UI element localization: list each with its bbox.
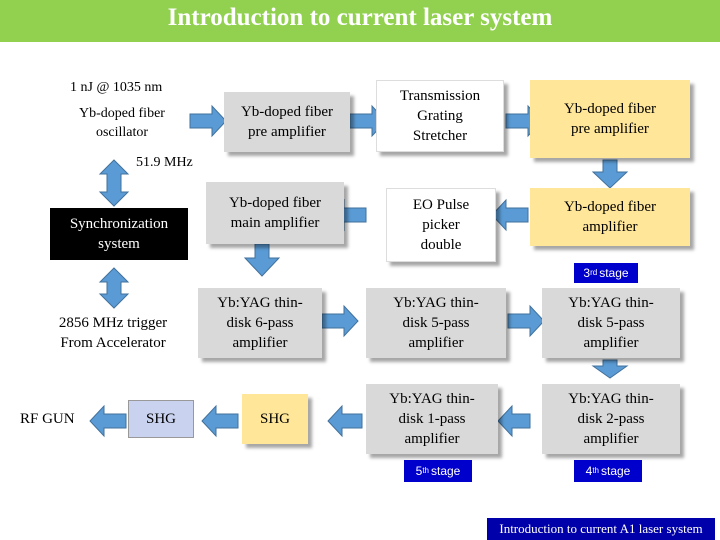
disk1-box: Yb:YAG thin- disk 1-pass amplifier — [366, 384, 498, 454]
sync-box: Synchronization system — [50, 208, 188, 260]
arrow-shg-to-shg — [202, 406, 238, 436]
fiberamp-box: Yb-doped fiber amplifier — [530, 188, 690, 246]
shg1-box: SHG — [128, 400, 194, 438]
disk5a-box: Yb:YAG thin- disk 5-pass amplifier — [366, 288, 506, 358]
arrow-shg-to-rfgun — [90, 406, 126, 436]
arrow-sync-trigger-bidirectional — [100, 268, 128, 308]
preamp1-box: Yb-doped fiber pre amplifier — [224, 92, 350, 152]
eo-picker-box: EO Pulse picker double — [386, 188, 496, 262]
arrow-disk1-to-shg — [328, 406, 362, 436]
shg2-box: SHG — [242, 394, 308, 444]
stage-3rd-label: 3 $^{rd}$ stage — [574, 263, 638, 283]
arrow-mainamp-down — [245, 244, 279, 276]
arrow-disk2-to-disk1 — [498, 406, 530, 436]
footer-label: Introduction to current A1 laser system — [487, 518, 715, 540]
stage-4th-label: 4 $^{th}$ stage — [574, 460, 642, 482]
arrow-osc-to-preamp — [190, 106, 226, 136]
stage-5th-label: 5 $^{th}$ stage — [404, 460, 472, 482]
arrow-osc-sync-bidirectional — [100, 160, 128, 206]
energy-label: 1 nJ @ 1035 nm — [70, 80, 163, 95]
arrow-disk5b-down — [593, 360, 627, 378]
disk2-box: Yb:YAG thin- disk 2-pass amplifier — [542, 384, 680, 454]
trigger-label: 2856 MHz trigger From Accelerator — [38, 310, 188, 356]
arrow-fiberamp-to-eo — [492, 200, 528, 230]
preamp2-box: Yb-doped fiber pre amplifier — [530, 80, 690, 158]
page-title: Introduction to current laser system — [167, 4, 553, 31]
rf-gun-label: RF GUN — [20, 411, 75, 427]
mainamp-box: Yb-doped fiber main amplifier — [206, 182, 344, 244]
arrow-disk5a-to-disk5b — [508, 306, 544, 336]
arrow-disk6-to-disk5a — [322, 306, 358, 336]
arrow-preamp2-down — [593, 160, 627, 188]
disk6-box: Yb:YAG thin- disk 6-pass amplifier — [198, 288, 322, 358]
oscillator-box: Yb-doped fiber oscillator — [58, 102, 186, 146]
stretcher-box: Transmission Grating Stretcher — [376, 80, 504, 152]
frequency-label: 51.9 MHz — [136, 155, 193, 170]
disk5b-box: Yb:YAG thin- disk 5-pass amplifier — [542, 288, 680, 358]
